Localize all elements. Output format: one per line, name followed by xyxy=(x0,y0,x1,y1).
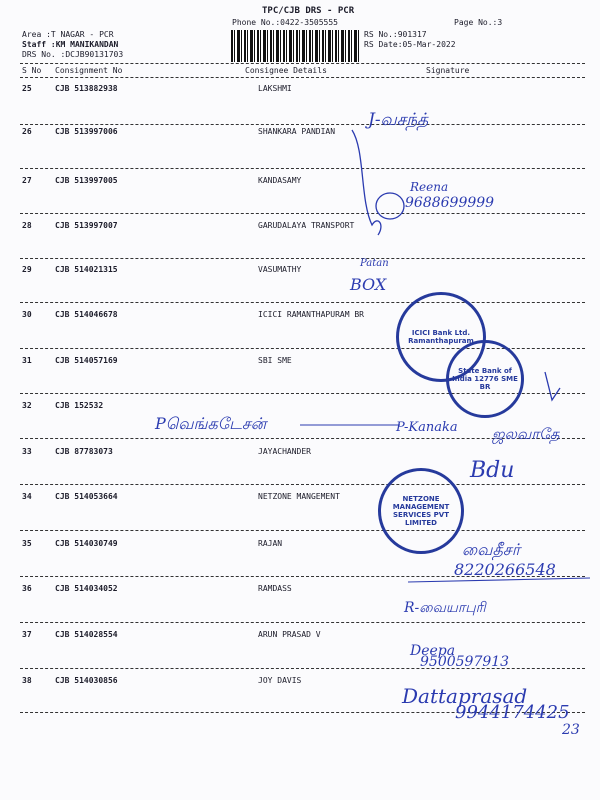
serial-number: 38 xyxy=(22,676,32,685)
serial-number: 36 xyxy=(22,584,32,593)
serial-number: 29 xyxy=(22,265,32,274)
consignment-number: CJB 514034052 xyxy=(55,584,118,593)
consignment-number: CJB 87783073 xyxy=(55,447,113,456)
consignee-name: SHANKARA PANDIAN xyxy=(258,127,336,136)
consignment-number: CJB 514028554 xyxy=(55,630,118,639)
serial-number: 25 xyxy=(22,84,32,93)
signature-27: Reena xyxy=(410,180,449,194)
serial-number: 31 xyxy=(22,356,32,365)
consignee-name: ICICI RAMANTHAPURAM BR xyxy=(258,310,364,319)
col-signature: Signature xyxy=(426,66,470,75)
phone-number: Phone No.:0422-3505555 xyxy=(232,18,338,27)
area: Area :T NAGAR - PCR xyxy=(22,30,114,39)
consignment-number: CJB 514030856 xyxy=(55,676,118,685)
phone-35: 8220266548 xyxy=(454,560,556,579)
note-29: Patan xyxy=(360,258,389,269)
consignee-name: ARUN PRASAD V xyxy=(258,630,321,639)
rs-number: RS No.:901317 xyxy=(364,30,427,39)
drs-number: DRS No. :DCJB90131703 xyxy=(22,50,124,59)
consignment-number: CJB 152532 xyxy=(55,401,104,410)
serial-number: 35 xyxy=(22,539,32,548)
netzone-stamp: NETZONE MANAGEMENT SERVICES PVT LIMITED xyxy=(378,468,464,554)
signature-33: ஜலவாதே xyxy=(492,425,560,443)
consignment-number: CJB 513997006 xyxy=(55,127,118,136)
signature-29: BOX xyxy=(350,275,387,294)
consignment-number: CJB 514046678 xyxy=(55,310,118,319)
consignee-name: NETZONE MANGEMENT xyxy=(258,492,340,501)
phone-27: 9688699999 xyxy=(405,195,495,211)
consignee-name: VASUMATHY xyxy=(258,265,302,274)
staff-name: Staff :KM MANIKANDAN xyxy=(22,40,119,49)
serial-number: 28 xyxy=(22,221,32,230)
consignee-name: JOY DAVIS xyxy=(258,676,302,685)
consignment-number: CJB 513882938 xyxy=(55,84,118,93)
consignment-number: CJB 513997007 xyxy=(55,221,118,230)
page-number: Page No.:3 xyxy=(454,18,503,27)
icici-stamp: ICICI Bank Ltd. Ramanthapuram xyxy=(396,292,486,382)
signature-38: Dattaprasad xyxy=(402,684,528,708)
consignment-number: CJB 513997005 xyxy=(55,176,118,185)
col-consignment: Consignment No xyxy=(55,66,123,75)
signature-35: வைதீசர் xyxy=(462,540,521,559)
drs-title: TPC/CJB DRS - PCR xyxy=(262,6,355,16)
signature-36: R-வையாபுரி xyxy=(404,600,486,616)
consignee-name: LAKSHMI xyxy=(258,84,292,93)
serial-number: 32 xyxy=(22,401,32,410)
col-consignee: Consignee Details xyxy=(245,66,327,75)
note-38: 23 xyxy=(562,722,580,738)
consignee-name: RAJAN xyxy=(258,539,283,548)
phone-37: 9500597913 xyxy=(420,654,510,670)
col-sno: S No xyxy=(22,66,42,75)
signature-32: Pவெங்கடேசன் xyxy=(155,414,267,433)
consignment-number: CJB 514057169 xyxy=(55,356,118,365)
consignment-number: CJB 514021315 xyxy=(55,265,118,274)
consignment-number: CJB 514030749 xyxy=(55,539,118,548)
serial-number: 37 xyxy=(22,630,32,639)
signature-37: Deepa xyxy=(410,643,456,659)
rs-date: RS Date:05-Mar-2022 xyxy=(364,40,456,49)
phone-38: 9944174425 xyxy=(455,702,570,723)
consignee-name: GARUDALAYA TRANSPORT xyxy=(258,221,355,230)
consignee-name: RAMDASS xyxy=(258,584,292,593)
consignee-name: JAYACHANDER xyxy=(258,447,311,456)
consignee-name: KANDASAMY xyxy=(258,176,302,185)
consignee-name: SBI SME xyxy=(258,356,292,365)
serial-number: 26 xyxy=(22,127,32,136)
serial-number: 30 xyxy=(22,310,32,319)
signature-32b: P-Kanaka xyxy=(396,420,458,435)
serial-number: 33 xyxy=(22,447,32,456)
signature-26: J-வசந்த் xyxy=(368,110,429,130)
sbi-stamp: State Bank of India 12776 SME BR xyxy=(446,340,524,418)
consignment-number: CJB 514053664 xyxy=(55,492,118,501)
serial-number: 34 xyxy=(22,492,32,501)
serial-number: 27 xyxy=(22,176,32,185)
signature-33b: Bdu xyxy=(470,458,515,483)
